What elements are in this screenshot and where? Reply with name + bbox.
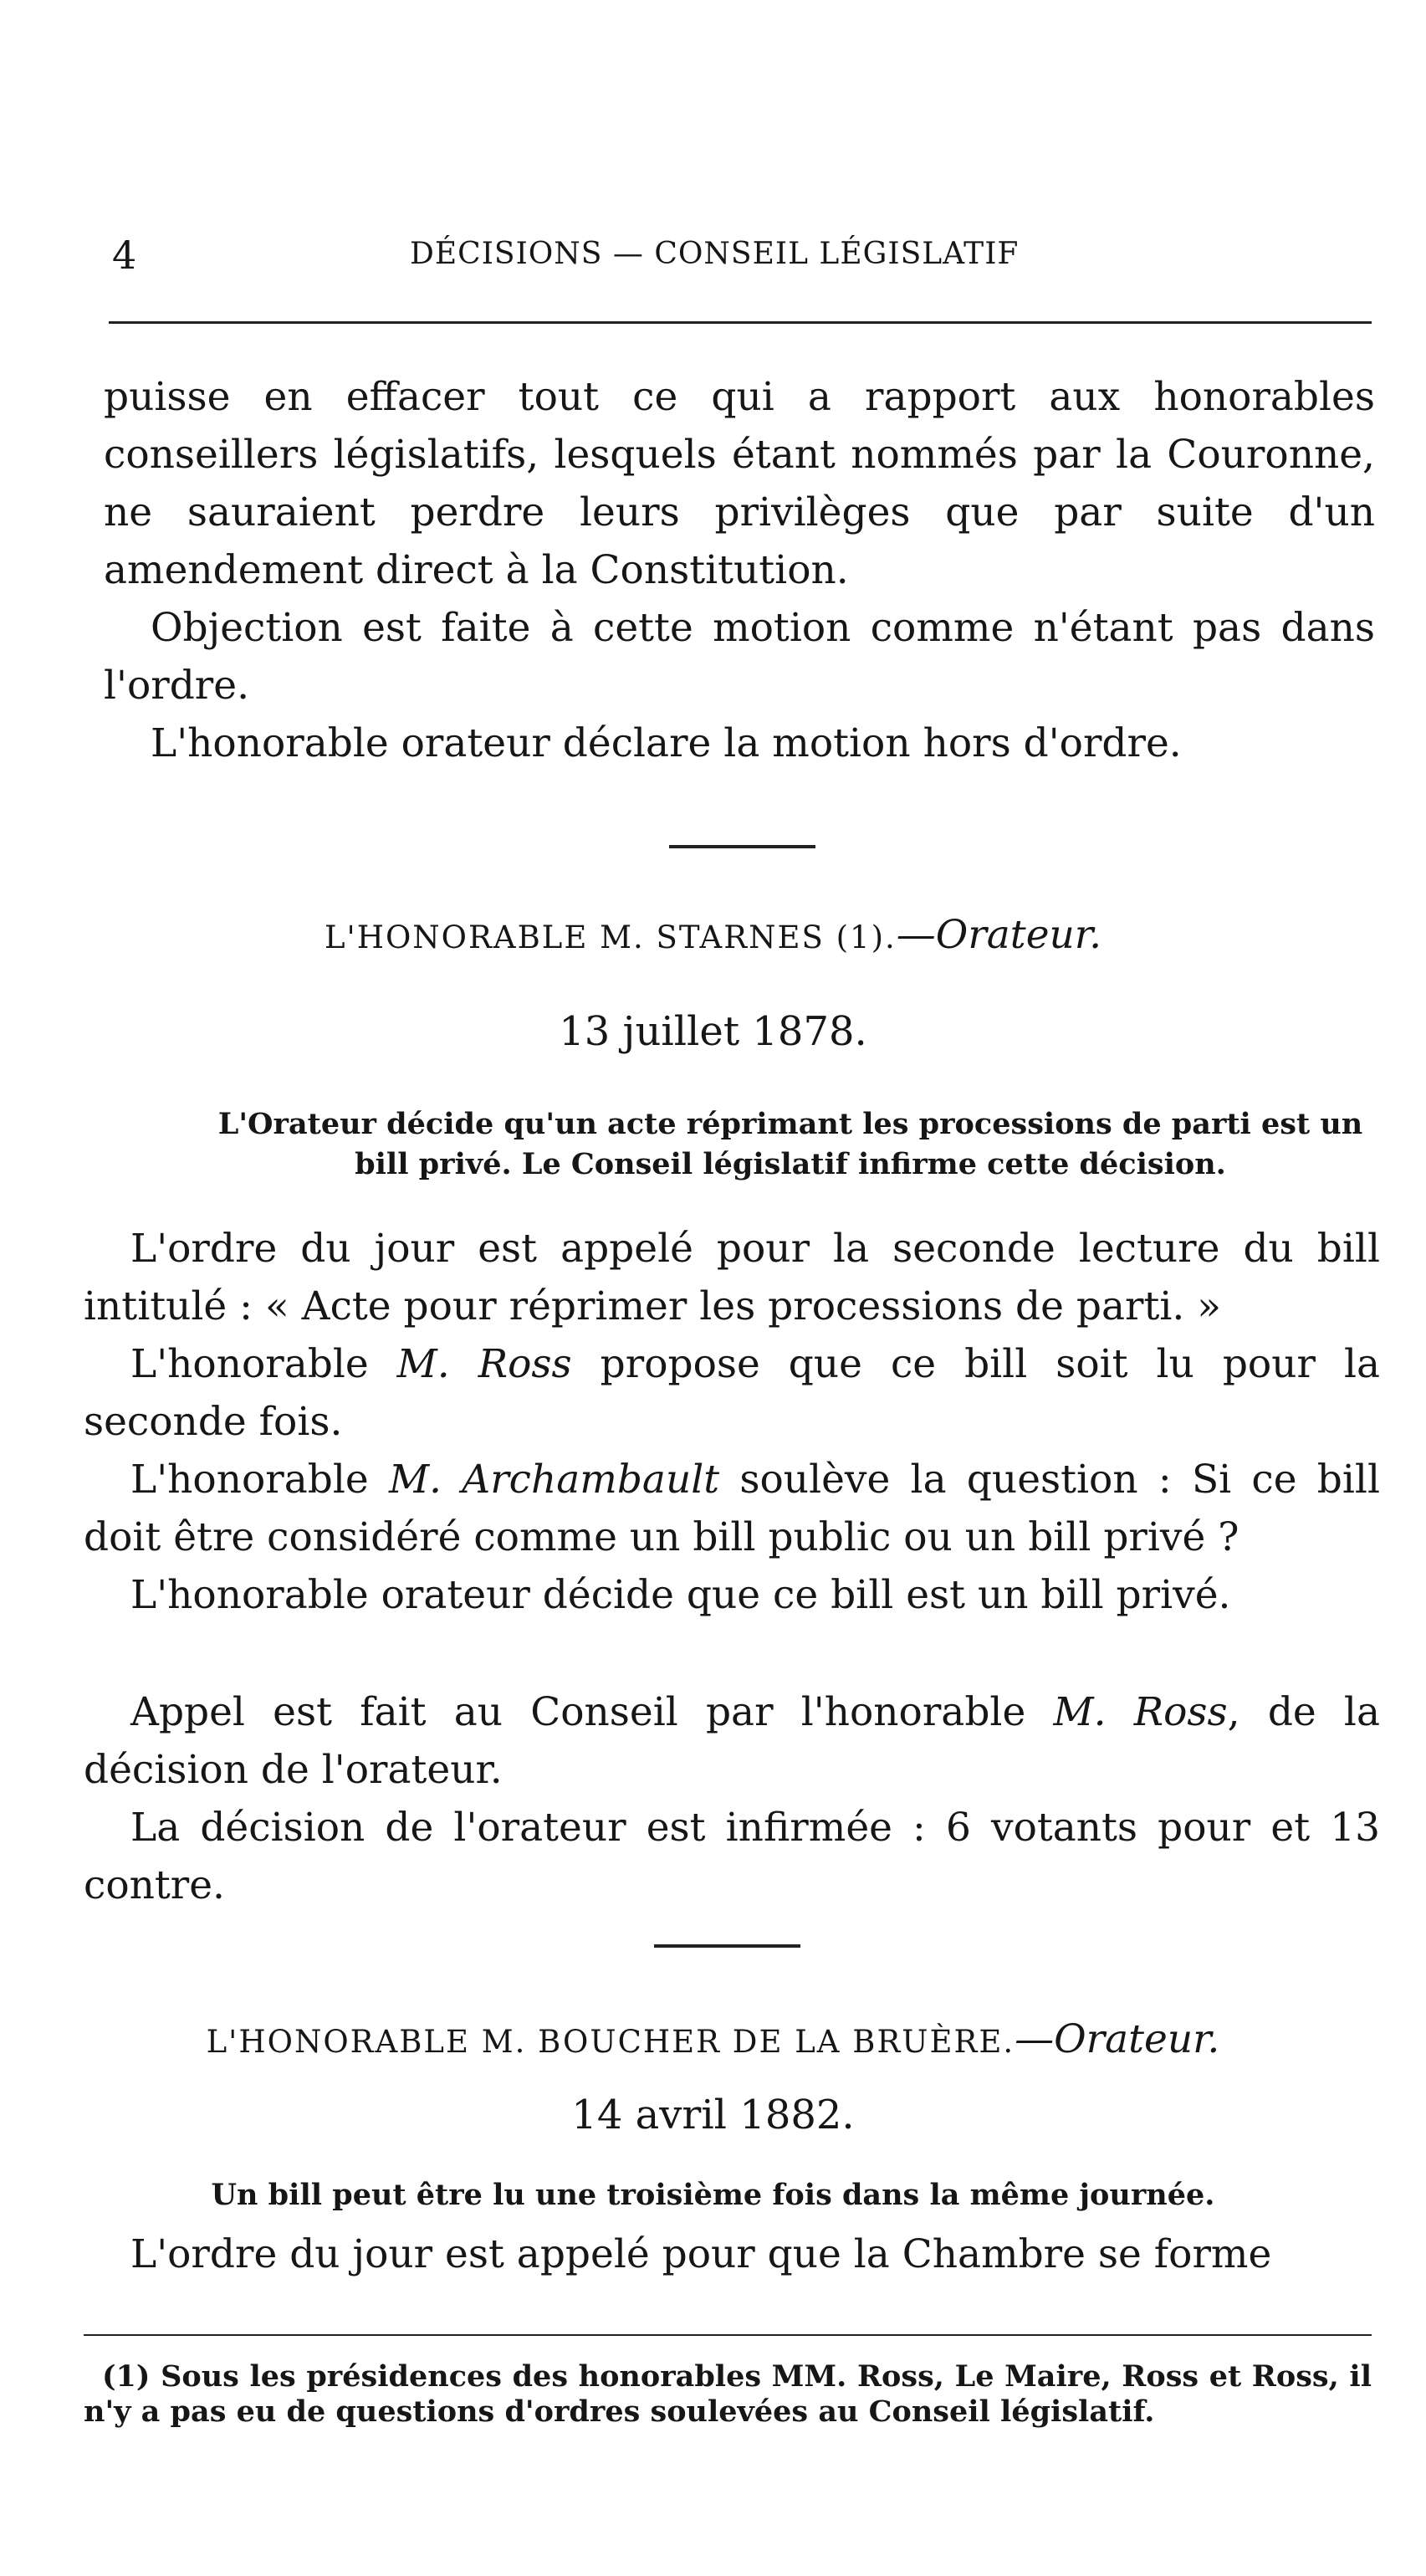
section-divider bbox=[669, 845, 815, 848]
speaker-heading bbox=[0, 912, 1426, 958]
header-rule bbox=[109, 321, 1372, 324]
paragraph-order-of-day: L'ordre du jour est appelé pour que la Chambre se forme bbox=[130, 2231, 1272, 2277]
speaker-role: —Orateur. bbox=[1015, 2016, 1220, 2062]
decision-summary: L'Orateur décide qu'un acte réprimant les processions de parti est un bill privé. Le Conseil législatif infirme cette décision. bbox=[217, 1107, 1363, 1181]
decision-date: 13 juillet 1878. bbox=[559, 1008, 867, 1055]
section-divider bbox=[654, 1944, 800, 1948]
page-number: 4 bbox=[112, 233, 137, 278]
person-name: M. Ross bbox=[1053, 1689, 1228, 1735]
speaker-name: L'HONORABLE M. BOUCHER DE LA BRUÈRE. bbox=[206, 2024, 1015, 2060]
speaker-name: L'HONORABLE M. STARNES (1). bbox=[324, 919, 897, 955]
paragraph-ruling: L'honorable orateur déclare la motion hors d'ordre. bbox=[151, 720, 1182, 766]
paragraph-objection: Objection est faite à cette motion comme n'étant pas dans l'ordre. bbox=[104, 605, 1375, 709]
text-segment: L'honorable bbox=[130, 1341, 397, 1387]
text-segment: L'honorable bbox=[130, 1457, 389, 1503]
decision-date: 14 avril 1882. bbox=[571, 2092, 855, 2138]
footnote-rule bbox=[84, 2334, 1372, 2336]
speaker-heading bbox=[0, 2016, 1426, 2062]
text-segment: , de la décision de l'orateur. bbox=[84, 1689, 1380, 1793]
text-segment: propose que ce bill soit lu pour la seconde fois. bbox=[84, 1341, 1380, 1445]
text-segment: soulève la question : Si ce bill doit être considéré comme un bill public ou un bill privé ? bbox=[84, 1457, 1380, 1560]
footnote: (1) Sous les présidences des honorables MM. Ross, Le Maire, Ross et Ross, il n'y a pas eu de questions d'ordres soulevées au Conseil législatif. bbox=[84, 2359, 1372, 2429]
paragraph-ross-motion bbox=[84, 1335, 1380, 1451]
person-name: M. Ross bbox=[396, 1341, 572, 1387]
running-title: DÉCISIONS — CONSEIL LÉGISLATIF bbox=[410, 237, 1020, 271]
paragraph-orator-decision: L'honorable orateur décide que ce bill est un bill privé. bbox=[130, 1572, 1231, 1618]
paragraph-appeal bbox=[84, 1683, 1380, 1799]
paragraph-order-of-day: L'ordre du jour est appelé pour la seconde lecture du bill intitulé : « Acte pour réprimer les processions de parti. » bbox=[84, 1226, 1380, 1329]
speaker-role: —Orateur. bbox=[896, 912, 1102, 958]
text-segment: Appel est fait au Conseil par l'honorable bbox=[130, 1689, 1054, 1735]
paragraph-continuation: puisse en effacer tout ce qui a rapport aux honorables conseillers législatifs, lesquels étant nommés par la Couronne, ne sauraient perdre leurs privilèges que par suite d'un amendement direct à la Constitution. bbox=[104, 374, 1375, 593]
person-name: M. Archambault bbox=[388, 1457, 720, 1503]
paragraph-vote-result: La décision de l'orateur est infirmée : 6 votants pour et 13 contre. bbox=[84, 1805, 1380, 1908]
decision-summary: Un bill peut être lu une troisième fois dans la même journée. bbox=[211, 2178, 1215, 2212]
paragraph-archambault bbox=[84, 1451, 1380, 1566]
